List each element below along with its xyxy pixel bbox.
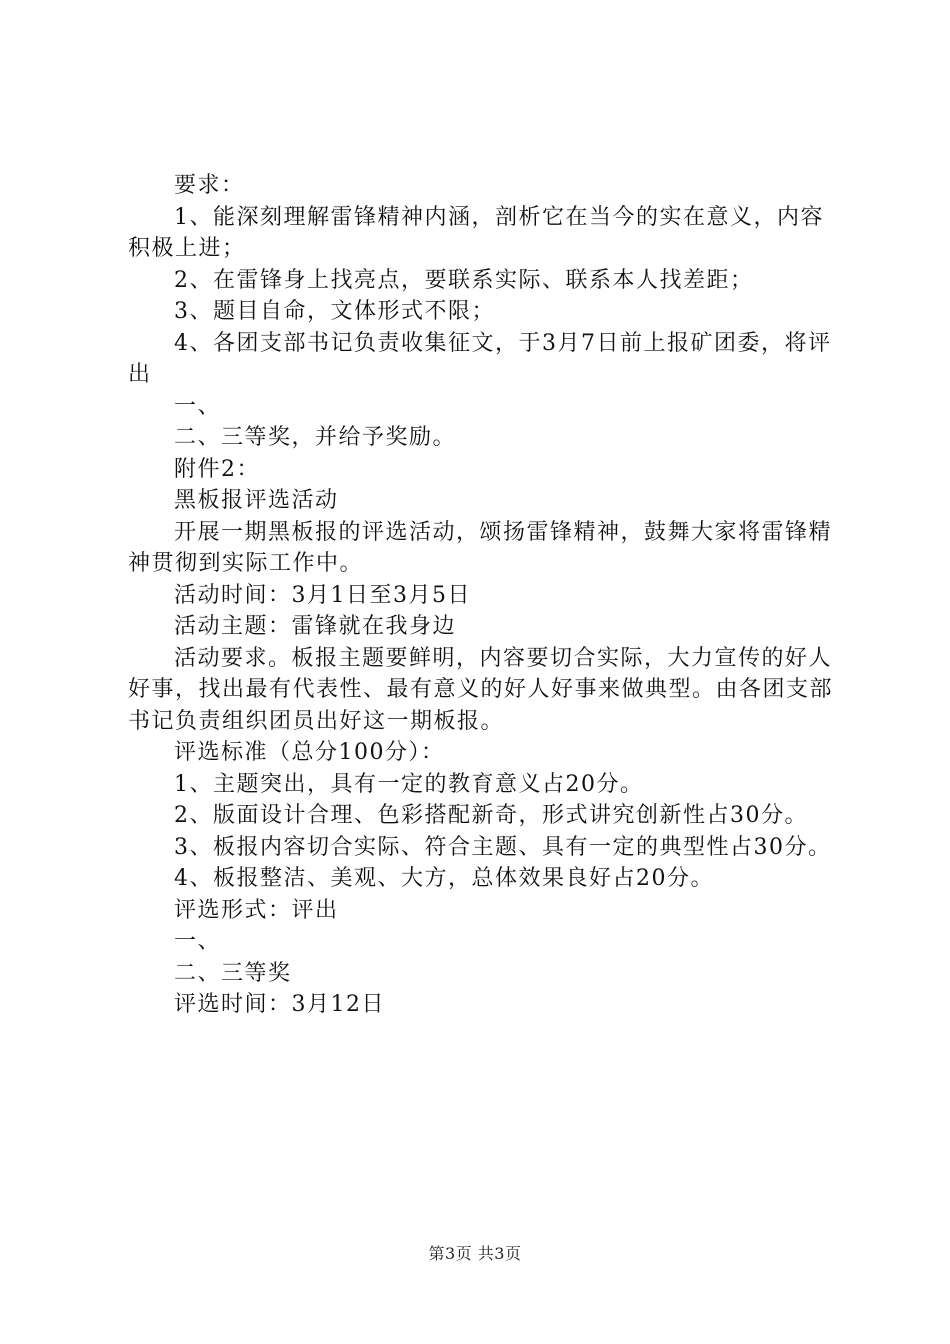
paragraph-criterion-3: 3、板报内容切合实际、符合主题、具有一定的典型性占30分。 xyxy=(174,834,832,860)
page-footer: 第3页 共3页 xyxy=(428,1244,522,1263)
paragraph-criterion-4: 4、板报整洁、美观、大方，总体效果良好占20分。 xyxy=(174,866,714,891)
paragraph-evaluation-award-second-third: 二、三等奖 xyxy=(174,960,292,986)
paragraph-award-first: 一、 xyxy=(174,393,222,419)
paragraph-requirement-4: 4、各团支部书记负责收集征文，于3月7日前上报矿团委，将评出 xyxy=(128,330,832,387)
paragraph-requirements-heading: 要求： xyxy=(174,173,245,198)
paragraph-criterion-1: 1、主题突出，具有一定的教育意义占20分。 xyxy=(174,771,644,797)
paragraph-evaluation-form: 评选形式：评出 xyxy=(174,897,339,923)
paragraph-evaluation-award-first: 一、 xyxy=(174,929,222,954)
paragraph-attachment-label: 附件2： xyxy=(174,456,260,482)
paragraph-requirement-3: 3、题目自命，文体形式不限； xyxy=(174,299,495,324)
paragraph-criterion-2: 2、版面设计合理、色彩搭配新奇，形式讲究创新性占30分。 xyxy=(174,803,808,828)
paragraph-award-second-third: 二、三等奖，并给予奖励。 xyxy=(174,425,457,450)
paragraph-activity-theme: 活动主题：雷锋就在我身边 xyxy=(174,614,457,639)
paragraph-activity-requirements: 活动要求。板报主题要鲜明，内容要切合实际，大力宣传的好人好事，找出最有代表性、最有意义的好人好事来做典型。由各团支部书记负责组织团员出好这一期板报。 xyxy=(128,645,834,734)
paragraph-requirement-2: 2、在雷锋身上找亮点，要联系实际、联系本人找差距； xyxy=(174,267,754,293)
paragraph-activity-time: 活动时间：3月1日至3月5日 xyxy=(174,582,471,608)
document-body xyxy=(128,170,838,1021)
paragraph-criteria-heading: 评选标准（总分100分）： xyxy=(174,740,445,765)
paragraph-evaluation-time: 评选时间：3月12日 xyxy=(174,992,385,1017)
paragraph-activity-title: 黑板报评选活动 xyxy=(174,488,339,513)
paragraph-activity-intro: 开展一期黑板报的评选活动，颂扬雷锋精神，鼓舞大家将雷锋精神贯彻到实际工作中。 xyxy=(128,519,833,576)
paragraph-requirement-1: 1、能深刻理解雷锋精神内涵，剖析它在当今的实在意义，内容积极上进； xyxy=(128,204,824,261)
